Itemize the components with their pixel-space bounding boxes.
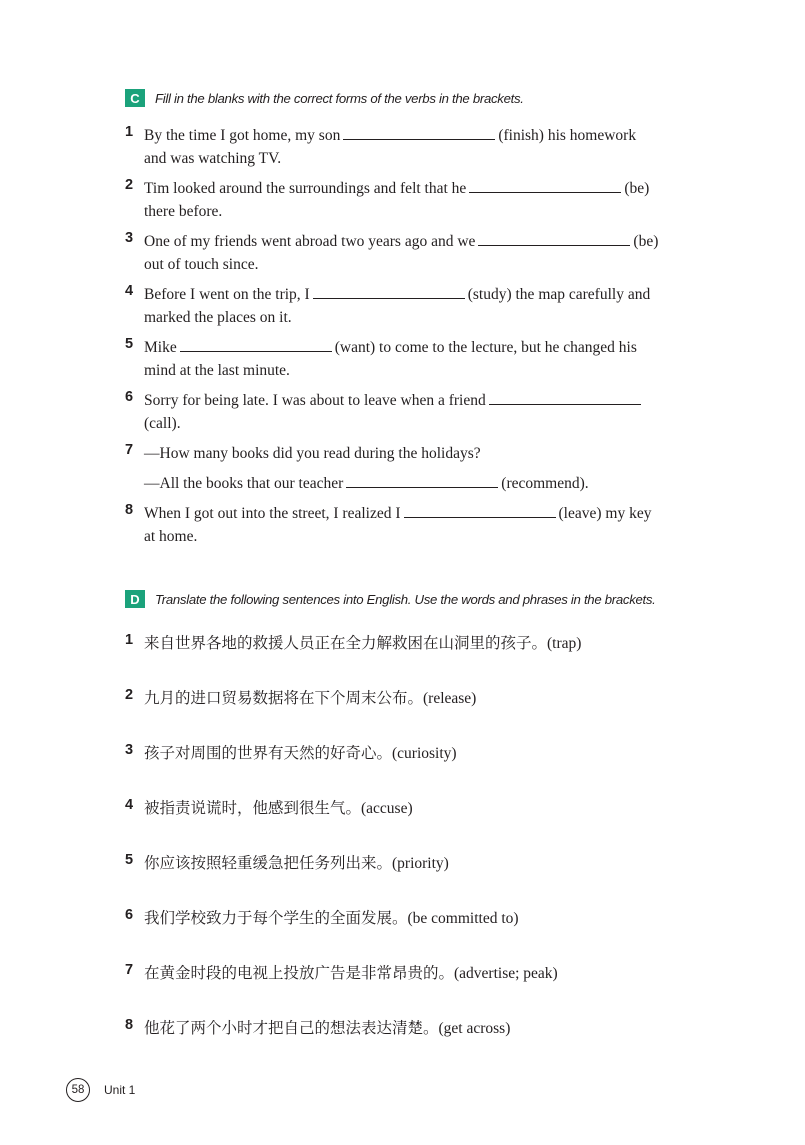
exercise-item [125,283,695,329]
item-number: 2 [125,687,134,703]
item-text: —How many books did you read during the holidays? [144,445,481,462]
item-text: there before. [144,203,223,220]
item-text: 被指责说谎时，他感到很生气。(accuse) [144,800,413,817]
item-text: 他花了两个小时才把自己的想法表达清楚。(get across) [144,1020,511,1037]
answer-blank[interactable] [313,283,465,299]
item-number: 2 [125,177,134,193]
item-number: 6 [125,907,134,923]
item-text: 孩子对周围的世界有天然的好奇心。(curiosity) [144,745,457,762]
item-text: —All the books that our teacher [144,475,344,492]
item-number: 3 [125,230,134,246]
item-line [144,442,714,465]
unit-label: Unit 1 [104,1083,136,1097]
item-line [144,230,714,253]
item-text: When I got out into the street, I realized I [144,505,401,522]
item-line [144,200,714,223]
item-text: (recommend). [501,475,589,492]
exercise-item [125,389,695,435]
translation-item [125,687,695,710]
answer-blank[interactable] [478,230,630,246]
item-number: 6 [125,389,134,405]
item-text: (want) to come to the lecture, but he changed his [334,339,637,356]
item-text: One of my friends went abroad two years ago and we [144,233,476,250]
item-text: 九月的进口贸易数据将在下个周末公布。(release) [144,690,477,707]
translation-item [125,962,695,985]
page-number: 58 [66,1078,90,1102]
section-d-instruction: Translate the following sentences into English. Use the words and phrases in the brackets. [155,591,656,607]
item-text: (finish) his homework [498,127,637,144]
section-c-header [125,88,524,108]
translation-item [125,1017,695,1040]
item-text: (call). [144,415,181,432]
item-line [144,124,714,147]
item-text: (be) [624,180,650,197]
item-text: out of touch since. [144,256,259,273]
item-text: (be) [633,233,659,250]
item-text: Sorry for being late. I was about to leave when a friend [144,392,486,409]
item-line [144,359,714,382]
item-line [144,306,714,329]
exercise-item [125,336,695,382]
item-number: 8 [125,1017,134,1033]
item-line [144,412,714,435]
item-number: 4 [125,797,134,813]
item-text: mind at the last minute. [144,362,290,379]
item-text: (study) the map carefully and [467,286,651,303]
item-text: By the time I got home, my son [144,127,341,144]
item-line [144,147,714,170]
section-c-instruction: Fill in the blanks with the correct forms of the verbs in the brackets. [155,90,524,106]
item-text: and was watching TV. [144,150,282,167]
item-number: 1 [125,124,134,140]
item-line [144,283,714,306]
answer-blank[interactable] [180,336,332,352]
page-footer [66,1078,135,1102]
item-line [144,525,714,548]
item-text: Tim looked around the surroundings and felt that he [144,180,467,197]
exercise-item [125,124,695,170]
section-d-badge: D [125,590,145,608]
item-text: (leave) my key [558,505,652,522]
answer-blank[interactable] [489,389,641,405]
exercise-item [125,442,695,495]
item-text: Mike [144,339,177,356]
item-number: 8 [125,502,134,518]
translation-item [125,632,695,655]
section-d-header [125,589,656,609]
item-number: 7 [125,442,134,458]
answer-blank[interactable] [343,124,495,140]
item-text: at home. [144,528,198,545]
item-number: 1 [125,632,134,648]
item-number: 7 [125,962,134,978]
item-line [144,177,714,200]
answer-blank[interactable] [346,472,498,488]
translation-item [125,742,695,765]
answer-blank[interactable] [404,502,556,518]
answer-blank[interactable] [469,177,621,193]
item-line [144,502,714,525]
item-line [144,336,714,359]
item-line [144,472,714,495]
exercise-item [125,502,695,548]
exercise-item [125,177,695,223]
section-c-badge: C [125,89,145,107]
exercise-item [125,230,695,276]
translation-item [125,852,695,875]
item-line [144,389,714,412]
translation-item [125,797,695,820]
item-text: marked the places on it. [144,309,292,326]
item-text: Before I went on the trip, I [144,286,310,303]
item-text: 在黄金时段的电视上投放广告是非常昂贵的。(advertise; peak) [144,965,558,982]
item-text: 你应该按照轻重缓急把任务列出来。(priority) [144,855,449,872]
translation-item [125,907,695,930]
item-text: 我们学校致力于每个学生的全面发展。(be committed to) [144,910,519,927]
item-number: 4 [125,283,134,299]
item-text: 来自世界各地的救援人员正在全力解救困在山洞里的孩子。(trap) [144,635,582,652]
item-number: 3 [125,742,134,758]
item-number: 5 [125,852,134,868]
item-line [144,253,714,276]
item-number: 5 [125,336,134,352]
